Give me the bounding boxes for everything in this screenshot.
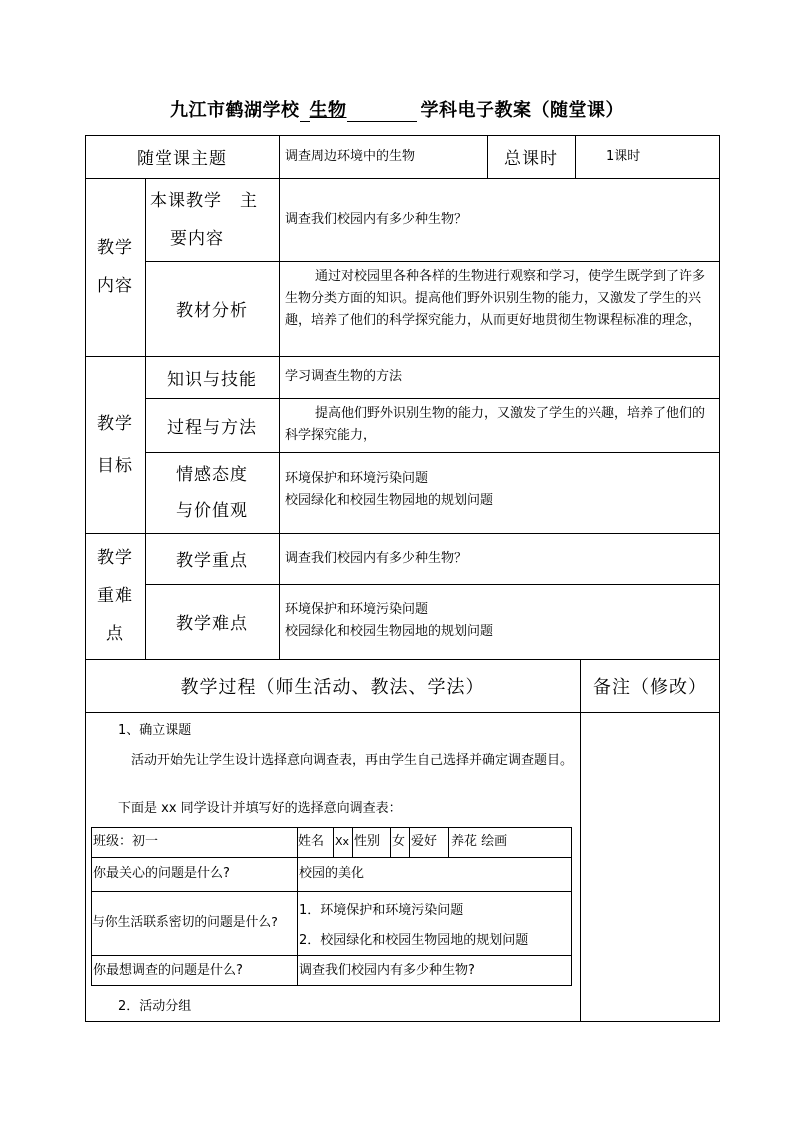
title-suffix: 学科电子教案（随堂课） <box>420 100 624 121</box>
main-content-value: 调查我们校园内有多少种生物？ <box>285 211 468 227</box>
difficulty-value: 环境保护和环境污染问题 校园绿化和校园生物园地的规划问题 <box>285 602 494 639</box>
school-name: 九江市鹤湖学校 <box>170 100 300 121</box>
emotion-values-label: 情感态度 与价值观 <box>176 464 248 521</box>
process-method-value: 提高他们野外识别生物的能力，又激发了学生的兴趣，培养了他们的科学探究能力， <box>285 406 706 443</box>
focus-value: 调查我们校园内有多少种生物？ <box>285 550 468 566</box>
survey-answer: 调查我们校园内有多少种生物? <box>299 962 475 978</box>
step-1-heading: 1、确立课题 <box>118 723 192 738</box>
material-analysis-label: 教材分析 <box>176 301 248 321</box>
difficulty-label: 教学难点 <box>176 614 248 634</box>
survey-question: 你最想调查的问题是什么? <box>93 962 243 978</box>
knowledge-skill-label: 知识与技能 <box>167 369 257 390</box>
content-section-label: 教学 内容 <box>97 238 133 296</box>
survey-answer: 校园的美化 <box>299 866 365 881</box>
survey-name-label: 姓名 <box>298 834 325 849</box>
step-2-heading: 2．活动分组 <box>118 999 192 1014</box>
total-hours-label: 总课时 <box>504 149 558 169</box>
goals-section-label: 教学 目标 <box>97 413 133 476</box>
process-method-label: 过程与方法 <box>167 417 257 438</box>
topic-value: 调查周边环境中的生物 <box>285 148 416 164</box>
main-content-label: 本课教学 主 要内容 <box>150 190 258 249</box>
material-analysis-value: 通过对校园里各种各样的生物进行观察和学习，使学生既学到了许多生物分类方面的知识。提高他们野外识别生物的能力，又激发了学生的兴趣，培养了他们的科学探究能力，从而更好地贯彻生物课程标准的理念， <box>285 269 706 328</box>
document-title <box>0 96 794 122</box>
survey-question: 与你生活联系密切的问题是什么? <box>92 915 278 930</box>
notes-header: 备注（修改） <box>593 676 707 698</box>
knowledge-skill-value: 学习调查生物的方法 <box>285 369 403 384</box>
survey-question: 你最关心的问题是什么? <box>93 866 230 881</box>
focus-label: 教学重点 <box>176 551 248 571</box>
total-hours-value: 1课时 <box>606 148 641 164</box>
topic-label: 随堂课主题 <box>137 149 227 169</box>
survey-name-value: Xx <box>335 835 350 848</box>
survey-hobby-label: 爱好 <box>411 834 438 849</box>
emotion-values-value: 环境保护和环境污染问题 校园绿化和校园生物园地的规划问题 <box>285 471 494 508</box>
survey-answer: 1．环境保护和环境污染问题 2．校园绿化和校园生物园地的规划问题 <box>299 903 529 948</box>
step-1-paragraph: 活动开始先让学生设计选择意向调查表，再由学生自己选择并确定调查题目。 <box>131 753 574 768</box>
subject-name: 生物 <box>309 100 347 121</box>
survey-intro: 下面是 xx 同学设计并填写好的选择意向调查表： <box>118 801 402 816</box>
survey-gender-value: 女 <box>392 834 406 849</box>
process-header: 教学过程（师生活动、教法、学法） <box>180 676 485 698</box>
keypoints-section-label: 教学 重难 点 <box>97 548 133 644</box>
survey-class: 班级：初一 <box>93 834 159 849</box>
survey-hobby-value: 养花 绘画 <box>451 834 508 849</box>
survey-gender-label: 性别 <box>354 834 381 849</box>
